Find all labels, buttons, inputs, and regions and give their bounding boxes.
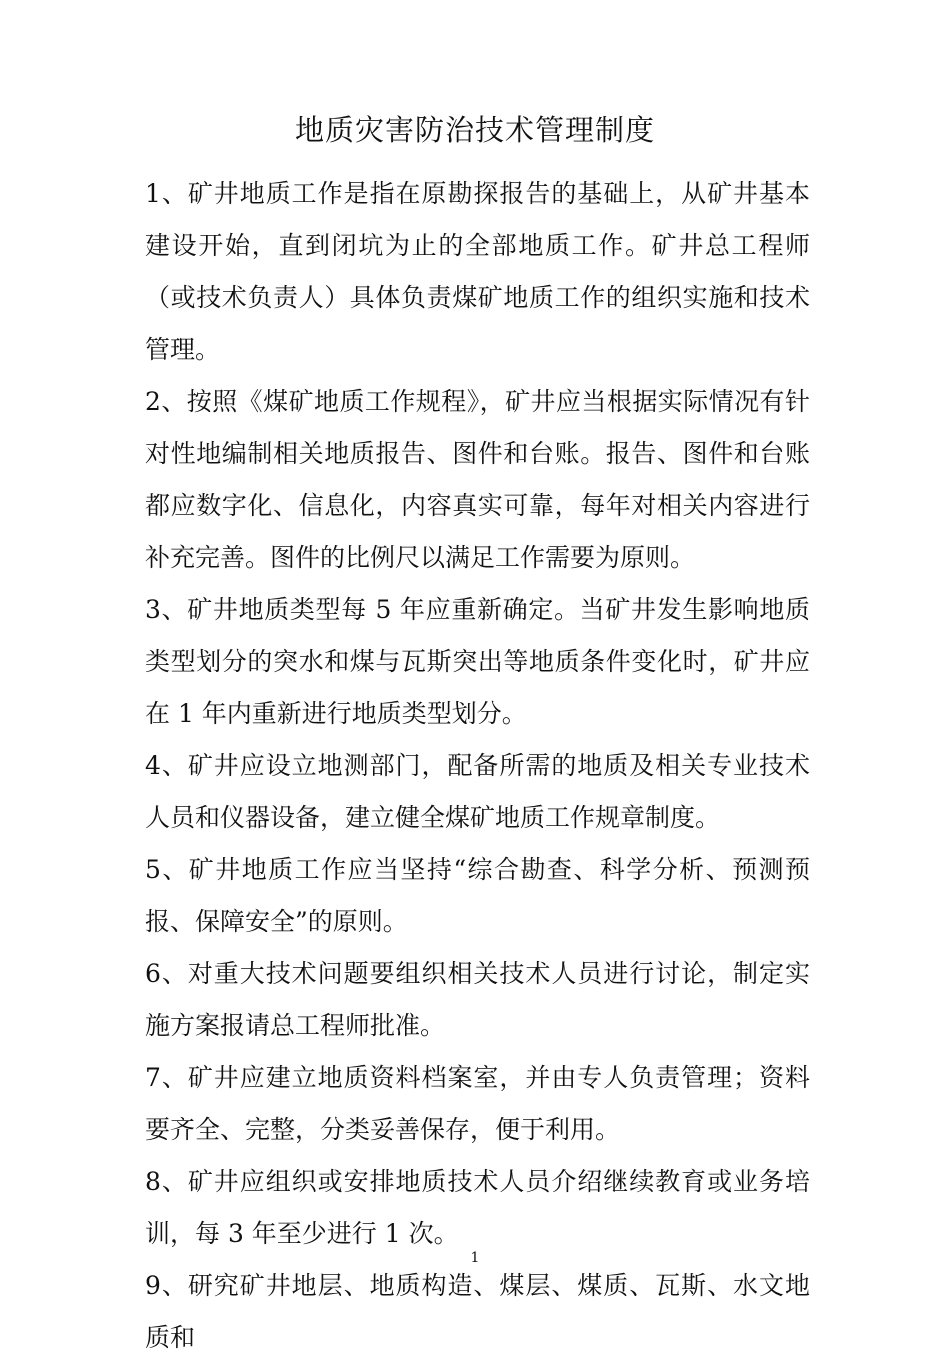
document-body [145, 168, 810, 1364]
paragraph-6: 6、对重大技术问题要组织相关技术人员进行讨论，制定实施方案报请总工程师批准。 [145, 959, 810, 1040]
page-number: 1 [470, 1250, 480, 1266]
paragraph-9: 9、研究矿井地层、地质构造、煤层、煤质、瓦斯、水文地质和 [145, 1271, 810, 1352]
paragraph-2: 2、按照《煤矿地质工作规程》，矿井应当根据实际情况有针对性地编制相关地质报告、图件和台账。报告、图件和台账都应数字化、信息化，内容真实可靠，每年对相关内容进行补充完善。图件的比例尺以满足工作需要为原则。 [145, 387, 810, 572]
paragraph-7: 7、矿井应建立地质资料档案室，并由专人负责管理；资料要齐全、完整，分类妥善保存，便于利用。 [145, 1063, 810, 1144]
paragraph-8: 8、矿井应组织或安排地质技术人员介绍继续教育或业务培训，每 3 年至少进行 1 次。 [145, 1167, 810, 1248]
paragraph-1: 1、矿井地质工作是指在原勘探报告的基础上，从矿井基本建设开始，直到闭坑为止的全部地质工作。矿井总工程师（或技术负责人）具体负责煤矿地质工作的组织实施和技术管理。 [145, 179, 810, 364]
paragraph-5: 5、矿井地质工作应当坚持“综合勘查、科学分析、预测预报、保障安全”的原则。 [145, 855, 810, 936]
document-title: 地质灾害防治技术管理制度 [294, 113, 655, 147]
paragraph-3: 3、矿井地质类型每 5 年应重新确定。当矿井发生影响地质类型划分的突水和煤与瓦斯突出等地质条件变化时，矿井应在 1 年内重新进行地质类型划分。 [145, 595, 810, 728]
paragraph-4: 4、矿井应设立地测部门，配备所需的地质及相关专业技术人员和仪器设备，建立健全煤矿地质工作规章制度。 [145, 751, 810, 832]
